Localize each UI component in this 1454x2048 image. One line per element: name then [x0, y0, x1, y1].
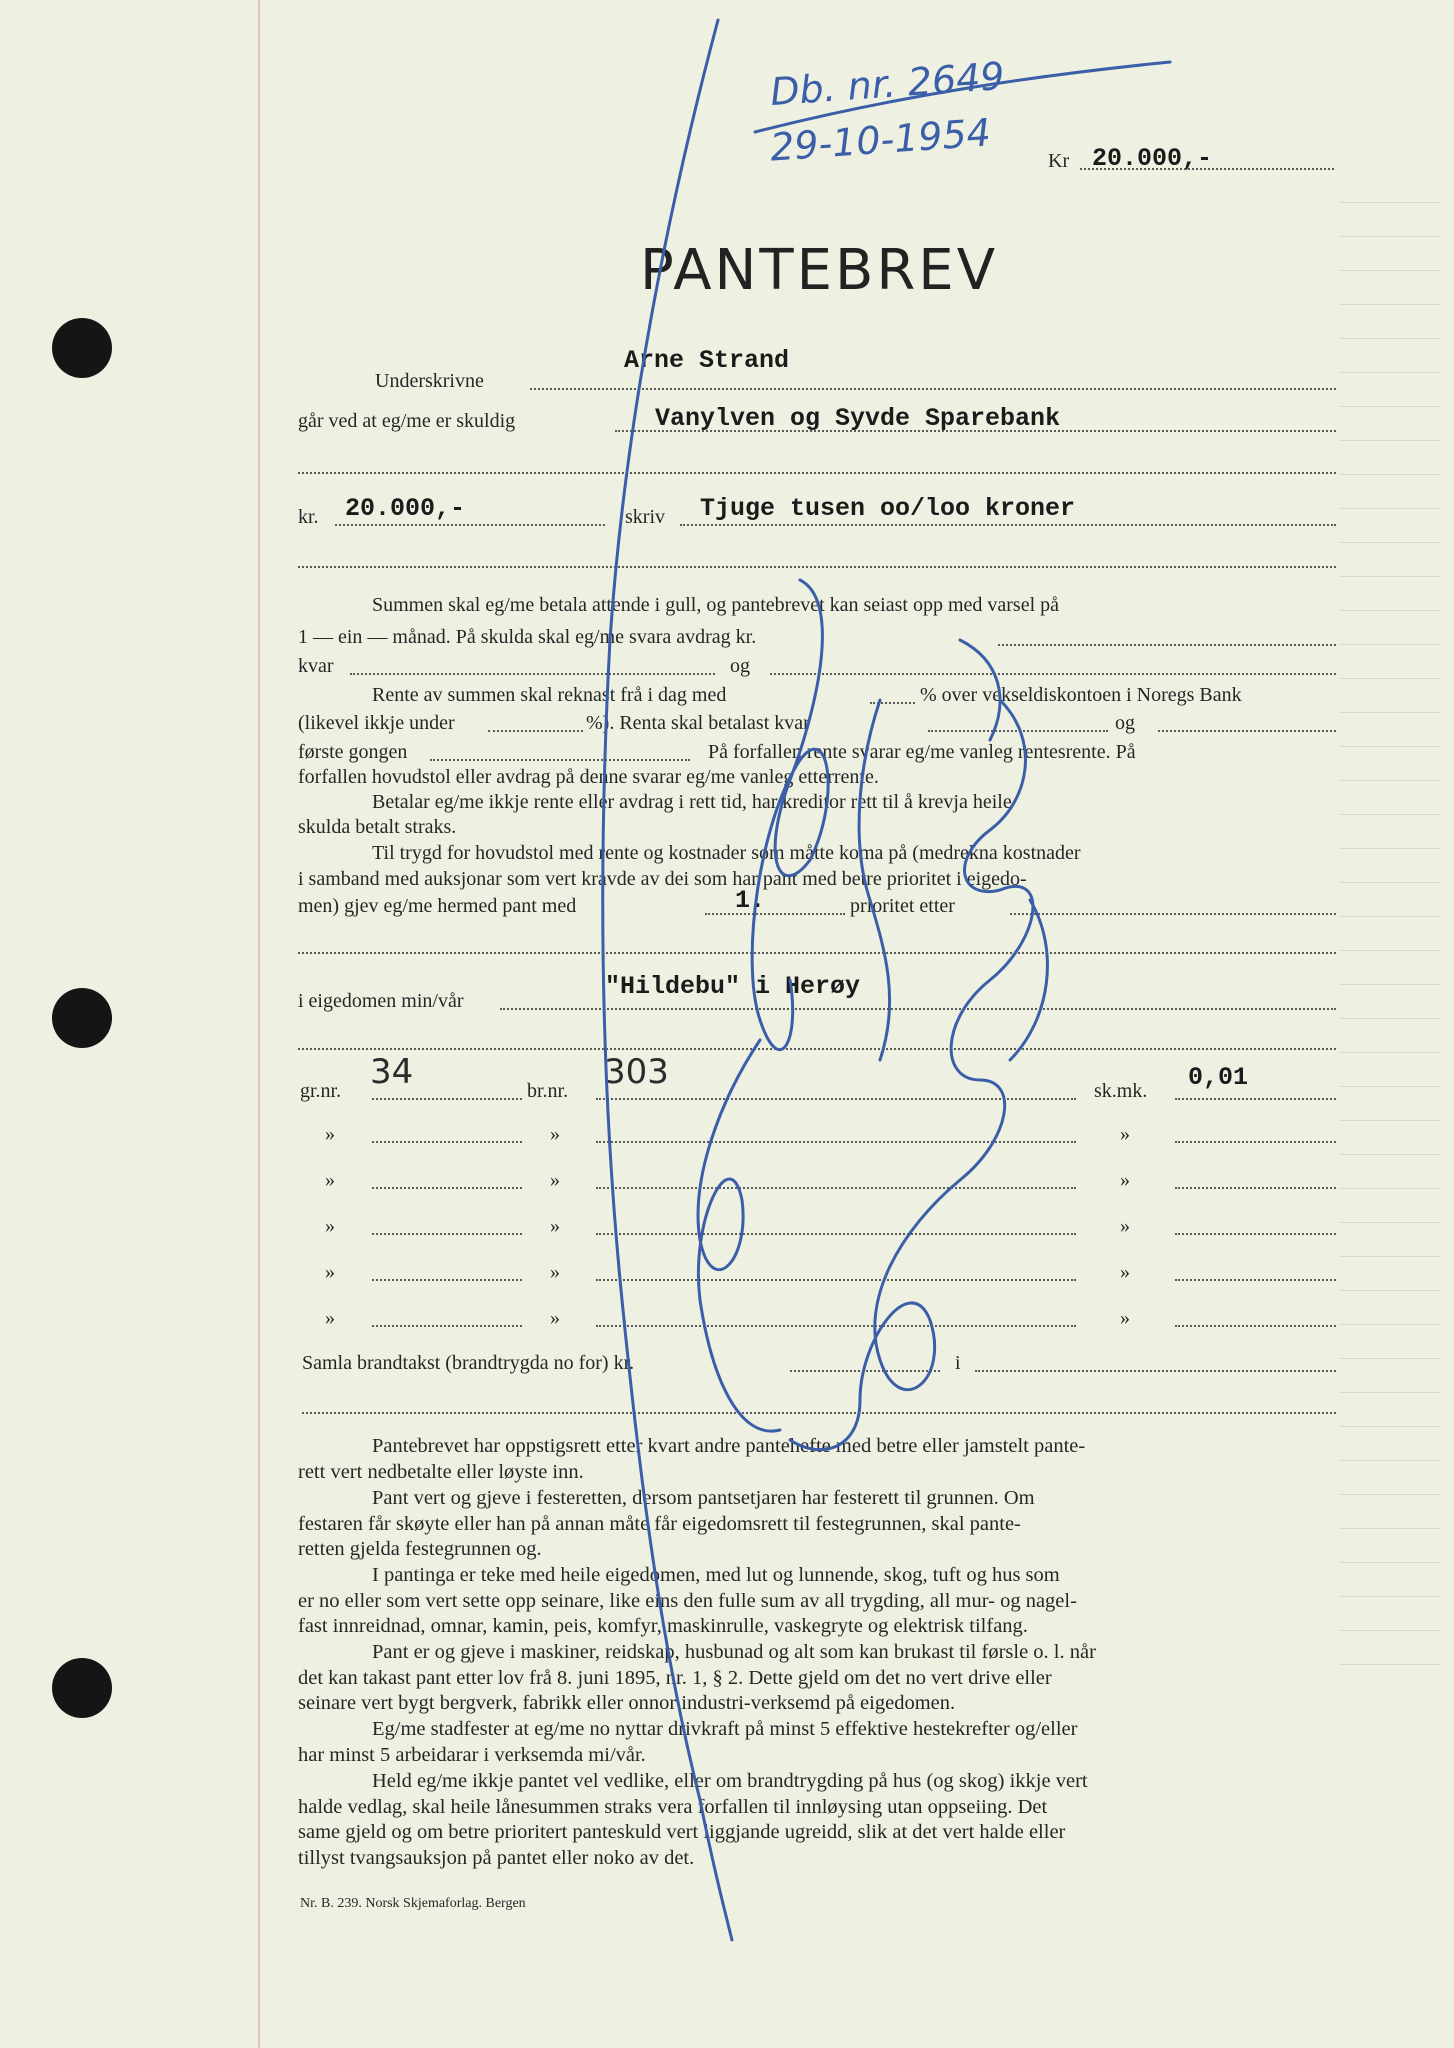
undersigned-value: Arne Strand — [624, 346, 790, 375]
ditto-mark: » — [1120, 1261, 1130, 1283]
scrawl-stroke-4 — [790, 1180, 960, 1450]
paragraph-line: halde vedlag, skal heile lånesummen straks vera forfallen til innløysing utan oppseiing. Det — [298, 1795, 1048, 1818]
scrawl-stroke-1 — [752, 580, 828, 1050]
paragraph-line: same gjeld og om betre prioritert panteskuld vert liggjande ugreidd, slik at det vert halde eller — [298, 1821, 1066, 1843]
paragraph-line: er no eller som vert sette opp seinare, like eins den fulle sum av all trygding, all mur- og nagel- — [298, 1589, 1077, 1612]
paragraph-line: det kan takast pant etter lov frå 8. juni 1895, nr. 1, § 2. Dette gjeld om det no vert drive eller — [298, 1666, 1052, 1689]
terms-line-4a: Rente av summen skal reknast frå i dag med — [372, 684, 727, 706]
terms-line-5b: %). Renta skal betalast kvar — [586, 712, 810, 734]
terms-line-5c: og — [1115, 712, 1135, 734]
ditto-mark: » — [550, 1307, 560, 1329]
skmk-label: sk.mk. — [1094, 1080, 1148, 1102]
terms-line-3a: kvar — [298, 655, 334, 677]
terms-line-3b: og — [730, 655, 750, 677]
terms-line-11: i samband med auksjonar som vert kravde av dei som har pant med betre prioritet i eigedo- — [298, 868, 1027, 890]
terms-line-4b: % over vekseldiskontoen i Noregs Bank — [920, 684, 1242, 706]
scrawl-stroke-3 — [951, 700, 1033, 1180]
scrawl-stroke-6 — [960, 640, 1000, 740]
paragraph-line: Eg/me stadfester at eg/me no nyttar drivkraft på minst 5 effektive hestekrefter og/eller — [372, 1718, 1078, 1740]
terms-line-6b: På forfallen rente svarar eg/me vanleg rentesrente. På — [708, 741, 1136, 763]
debt-label: går ved at eg/me er skuldig — [298, 410, 516, 432]
ditto-mark: » — [325, 1307, 335, 1329]
skmk-value: 0,01 — [1188, 1063, 1249, 1092]
form-footer: Nr. B. 239. Norsk Skjemaforlag. Bergen — [300, 1896, 526, 1911]
brnr-label: br.nr. — [527, 1080, 569, 1102]
insurance-label: Samla brandtakst (brandtrygda no for) kr. — [302, 1352, 635, 1374]
insurance-i-label: i — [955, 1352, 961, 1374]
brnr-value: 303 — [604, 1052, 669, 1092]
ditto-mark: » — [1120, 1215, 1130, 1237]
paragraph-line: rett vert nedbetalte eller løyste inn. — [298, 1460, 584, 1483]
paragraph-line: tillyst tvangsauksjon på pantet eller noko av det. — [298, 1846, 695, 1869]
kr-label: kr. — [298, 506, 319, 528]
ditto-mark: » — [325, 1123, 335, 1145]
paragraph-line: seinare vert bygt bergverk, fabrikk eller onnor industri-verksemd på eigedomen. — [298, 1692, 956, 1714]
terms-line-5a: (likevel ikkje under — [298, 712, 455, 734]
paragraph-line: retten gjelda festegrunnen og. — [298, 1538, 542, 1560]
ditto-mark: » — [1120, 1169, 1130, 1191]
ditto-mark: » — [325, 1169, 335, 1191]
paragraph-line: festaren får skøyte eller han på annan måte får eigedomsrett til festegrunnen, skal pante- — [298, 1512, 1021, 1535]
terms-line-9: skulda betalt straks. — [298, 816, 457, 838]
ditto-mark: » — [1120, 1307, 1130, 1329]
amount-label: Kr — [1048, 150, 1070, 172]
amount-value: 20.000,- — [1092, 144, 1213, 173]
skriv-value: Tjuge tusen oo/loo kroner — [700, 494, 1076, 523]
registry-note: Db. nr. 2649 — [768, 53, 1006, 115]
terms-line-12a: men) gjev eg/me hermed pant med — [298, 895, 577, 917]
grnr-value: 34 — [370, 1052, 414, 1092]
document-title: PANTEBREV — [640, 238, 998, 303]
header-underline-stroke — [755, 62, 1170, 132]
long-vertical-stroke — [603, 20, 732, 1940]
paragraph-line: Held eg/me ikkje pantet vel vedlike, eller om brandtrygding på hus (og skog) ikkje vert — [372, 1770, 1088, 1792]
ditto-mark: » — [1120, 1123, 1130, 1145]
ditto-mark: » — [325, 1261, 335, 1283]
skriv-label: skriv — [625, 506, 665, 528]
property-label: i eigedomen min/vår — [298, 990, 464, 1012]
property-value: "Hildebu" i Herøy — [605, 972, 861, 1001]
paragraph-line: I pantinga er teke med heile eigedomen, med lut og lunnende, skog, tuft og hus som — [372, 1564, 1060, 1586]
date-note: 29-10-1954 — [768, 110, 993, 170]
terms-line-7: forfallen hovudstol eller avdrag på denne svarar eg/me vanleg etterrente. — [298, 766, 879, 788]
paragraph-line: Pant vert og gjeve i festeretten, dersom pantsetjaren har festerett til grunnen. Om — [372, 1487, 1035, 1509]
ditto-mark: » — [550, 1261, 560, 1283]
terms-line-1: Summen skal eg/me betala attende i gull, og pantebrevet kan seiast opp med varsel på — [372, 594, 1060, 616]
priority-value: 1. — [735, 886, 766, 915]
terms-line-12b: prioritet etter — [850, 895, 955, 917]
kr-value: 20.000,- — [345, 494, 466, 523]
terms-line-6a: første gongen — [298, 741, 408, 763]
scrawl-stroke-5 — [859, 700, 890, 1060]
ditto-mark: » — [550, 1169, 560, 1191]
creditor-value: Vanylven og Syvde Sparebank — [655, 404, 1061, 433]
paragraph-line: Pant er og gjeve i maskiner, reidskap, husbunad og alt som kan brukast til førsle o. l. når — [372, 1641, 1096, 1663]
ditto-mark: » — [550, 1215, 560, 1237]
paragraph-line: har minst 5 arbeidarar i verksemda mi/vår. — [298, 1743, 646, 1766]
scrawl-stroke-2 — [698, 1040, 780, 1431]
terms-line-10: Til trygd for hovudstol med rente og kostnader som måtte koma på (medrekna kostnader — [372, 842, 1081, 864]
terms-line-2: 1 — ein — månad. På skulda skal eg/me svara avdrag kr. — [298, 626, 757, 648]
undersigned-label: Underskrivne — [375, 370, 484, 392]
paragraph-line: fast innreidnad, omnar, kamin, peis, komfyr, maskinrulle, vaskegryte og elektrisk tilfang. — [298, 1615, 1028, 1637]
ditto-mark: » — [325, 1215, 335, 1237]
terms-line-8: Betalar eg/me ikkje rente eller avdrag i rett tid, har kreditor rett til å krevja heile — [372, 791, 1012, 813]
paragraph-line: Pantebrevet har oppstigsrett etter kvart andre pantehefte med betre eller jamstelt pante- — [372, 1435, 1086, 1457]
ditto-mark: » — [550, 1123, 560, 1145]
grnr-label: gr.nr. — [300, 1080, 342, 1102]
